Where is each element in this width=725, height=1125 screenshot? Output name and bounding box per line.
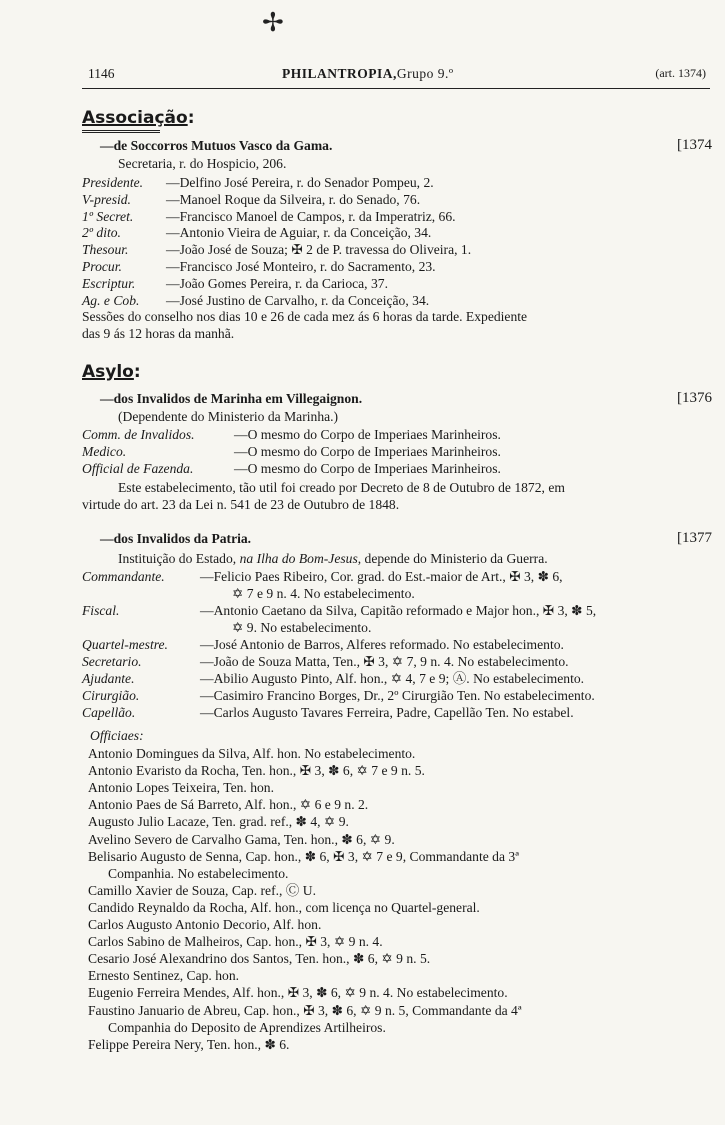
header-rule bbox=[82, 88, 710, 89]
heading-text: Asylo bbox=[82, 362, 134, 382]
officer-list-item: Antonio Lopes Teixeira, Ten. hon. bbox=[88, 780, 274, 796]
officer-title: Comm. de Invalidos. bbox=[82, 427, 195, 442]
officer-title: Escriptur. bbox=[82, 275, 136, 291]
officer-list-item: Ernesto Sentinez, Cap. hon. bbox=[88, 968, 240, 984]
officer-title: Presidente. bbox=[82, 175, 144, 190]
officer-row bbox=[82, 174, 712, 191]
entry-name: —dos Invalidos de Marinha em Villegaignon. bbox=[100, 391, 363, 406]
officer-details: —O mesmo do Corpo de Imperiaes Marinheiros. bbox=[234, 427, 501, 442]
article-ref: (art. 1374) bbox=[655, 66, 706, 80]
officer-row bbox=[82, 687, 712, 704]
officer-details: —José Justino de Carvalho, r. da Conceição, 34. bbox=[166, 292, 430, 308]
officer-row bbox=[82, 191, 712, 208]
officer-title: Procur. bbox=[82, 259, 122, 274]
officer-list-item: Antonio Domingues da Silva, Alf. hon. No estabelecimento. bbox=[88, 746, 416, 761]
officer-row bbox=[82, 460, 712, 477]
officer-row bbox=[82, 292, 712, 309]
officer-details: —José Antonio de Barros, Alferes reformado. No estabelecimento. bbox=[200, 637, 564, 652]
institution-text: Instituição do Estado, bbox=[118, 551, 240, 566]
officer-title: Secretario. bbox=[82, 654, 142, 669]
officer-row bbox=[82, 670, 712, 687]
officer-row bbox=[82, 602, 712, 619]
officer-details: —Casimiro Francino Borges, Dr., 2º Cirurgião Ten. No estabelecimento. bbox=[200, 688, 595, 703]
officer-row bbox=[82, 275, 712, 292]
officer-details: —Felicio Paes Ribeiro, Cor. grad. do Est.-maior de Art., ✠ 3, ✽ 6, bbox=[200, 569, 563, 584]
running-header bbox=[82, 66, 712, 88]
officer-list-item: Felippe Pereira Nery, Ten. hon., ✽ 6. bbox=[88, 1036, 290, 1052]
officer-list-item: Carlos Augusto Antonio Decorio, Alf. hon. bbox=[88, 917, 322, 932]
note-line-2: virtude do art. 23 da Lei n. 541 de 23 de Outubro de 1848. bbox=[82, 497, 400, 512]
officer-details: —Francisco José Monteiro, r. do Sacramento, 23. bbox=[166, 259, 436, 274]
officer-row bbox=[82, 426, 712, 443]
officer-title: 1º Secret. bbox=[82, 208, 134, 224]
officer-list-continuation: Companhia. No estabelecimento. bbox=[108, 865, 289, 881]
officer-row bbox=[82, 258, 712, 275]
officer-list-item: Carlos Sabino de Malheiros, Cap. hon., ✠ 3, ✡ 9 n. 4. bbox=[88, 934, 383, 950]
officer-title: 2º dito. bbox=[82, 225, 121, 241]
officer-list-item: Avelino Severo de Carvalho Gama, Ten. hon., ✽ 6, ✡ 9. bbox=[88, 831, 395, 847]
officer-title: Cirurgião. bbox=[82, 688, 140, 703]
officer-title: Capellão. bbox=[82, 705, 136, 720]
officer-row bbox=[82, 443, 712, 460]
officiaes-label: Officiaes: bbox=[90, 728, 144, 743]
officer-details: —João de Souza Matta, Ten., ✠ 3, ✡ 7, 9 n. 4. No estabelecimento. bbox=[200, 654, 569, 669]
officer-details: —O mesmo do Corpo de Imperiaes Marinheiros. bbox=[234, 444, 501, 459]
officer-list-item: Cesario José Alexandrino dos Santos, Ten. hon., ✽ 6, ✡ 9 n. 5. bbox=[88, 951, 431, 967]
officer-continuation: ✡ 9. No estabelecimento. bbox=[232, 620, 372, 635]
officer-title: Medico. bbox=[82, 444, 127, 459]
officer-list-item: Camillo Xavier de Souza, Cap. ref., Ⓒ U. bbox=[88, 882, 317, 898]
officer-title: Ajudante. bbox=[82, 671, 135, 686]
officer-list-item: Antonio Evaristo da Rocha, Ten. hon., ✠ 3, ✽ 6, ✡ 7 e 9 n. 5. bbox=[88, 763, 425, 779]
institution-text: , depende do Ministerio da Guerra. bbox=[357, 551, 548, 566]
officer-title: Official de Fazenda. bbox=[82, 461, 194, 476]
officer-row bbox=[82, 653, 712, 670]
section-heading-associacao bbox=[82, 110, 712, 130]
officer-details: —Antonio Vieira de Aguiar, r. da Conceição, 34. bbox=[166, 225, 432, 241]
page-title bbox=[282, 66, 454, 82]
officer-list-item: Faustino Januario de Abreu, Cap. hon., ✠ 3, ✽ 6, ✡ 9 n. 5, Commandante da 4ª bbox=[88, 1002, 522, 1018]
officer-list-continuation: Companhia do Deposito de Aprendizes Artilheiros. bbox=[108, 1019, 386, 1035]
officer-details: —Abilio Augusto Pinto, Alf. hon., ✡ 4, 7 e 9; Ⓐ. No estabelecimento. bbox=[200, 671, 585, 686]
officer-title: Ag. e Cob. bbox=[82, 292, 140, 308]
entry-title bbox=[100, 390, 712, 407]
officer-title: V-presid. bbox=[82, 191, 131, 207]
sessions-line-2: das 9 ás 12 horas da manhã. bbox=[82, 326, 235, 341]
officer-details: —João José de Souza; ✠ 2 de P. travessa do Oliveira, 1. bbox=[166, 242, 472, 258]
sessions-line-1: Sessões do conselho nos dias 10 e 26 de cada mez ás 6 horas da tarde. Expediente bbox=[82, 309, 528, 324]
officer-details: —Francisco Manoel de Campos, r. da Imperatriz, 66. bbox=[166, 208, 456, 224]
entry-dependency: (Dependente do Ministerio da Marinha.) bbox=[118, 409, 339, 424]
note-line-1: Este estabelecimento, tão util foi creado por Decreto de 8 de Outubro de 1872, em bbox=[118, 480, 565, 495]
page-number: 1146 bbox=[88, 66, 115, 81]
officer-list-item: Candido Reynaldo da Rocha, Alf. hon., com licença no Quartel-general. bbox=[88, 899, 480, 915]
title-bold: PHILANTROPIA, bbox=[282, 66, 397, 81]
officer-title: Fiscal. bbox=[82, 603, 120, 618]
entry-name: —dos Invalidos da Patria. bbox=[100, 531, 252, 546]
entry-ref: [1376 bbox=[677, 390, 712, 406]
officer-row bbox=[82, 568, 712, 585]
entry-ref: [1377 bbox=[677, 530, 712, 546]
entry-title bbox=[100, 530, 712, 547]
officer-list-item: Antonio Paes de Sá Barreto, Alf. hon., ✡ 6 e 9 n. 2. bbox=[88, 797, 369, 813]
officer-title: Commandante. bbox=[82, 569, 165, 584]
heading-colon: : bbox=[187, 108, 195, 128]
officer-row bbox=[82, 636, 712, 653]
ink-smudge-mark: ✢ bbox=[262, 8, 284, 37]
officer-row bbox=[82, 241, 712, 258]
entry-institution bbox=[118, 550, 725, 567]
officer-list-item: Augusto Julio Lacaze, Ten. grad. ref., ✽ 4, ✡ 9. bbox=[88, 814, 349, 830]
officer-details: —Delfino José Pereira, r. do Senador Pompeu, 2. bbox=[166, 175, 434, 190]
officer-row bbox=[82, 704, 712, 721]
officer-details: —Carlos Augusto Tavares Ferreira, Padre, Capellão Ten. No estabel. bbox=[200, 705, 574, 720]
title-group: Grupo 9.º bbox=[396, 66, 454, 81]
officer-row bbox=[82, 224, 712, 241]
officer-continuation: ✡ 7 e 9 n. 4. No estabelecimento. bbox=[232, 586, 415, 601]
officer-title: Quartel-mestre. bbox=[82, 637, 168, 652]
officer-details: —Antonio Caetano da Silva, Capitão reformado e Major hon., ✠ 3, ✽ 5, bbox=[200, 603, 597, 618]
officer-details: —João Gomes Pereira, r. da Carioca, 37. bbox=[166, 275, 388, 291]
officer-details: —Manoel Roque da Silveira, r. do Senado, 76. bbox=[166, 191, 421, 207]
heading-double-rule bbox=[82, 130, 160, 133]
section-heading-asylo bbox=[82, 364, 712, 384]
officer-details: —O mesmo do Corpo de Imperiaes Marinheiros. bbox=[234, 461, 501, 476]
heading-colon: : bbox=[133, 362, 141, 382]
officer-row bbox=[82, 208, 712, 225]
officer-list-item: Belisario Augusto de Senna, Cap. hon., ✽ 6, ✠ 3, ✡ 7 e 9, Commandante da 3ª bbox=[88, 848, 519, 864]
entry-title bbox=[100, 137, 712, 154]
institution-location: na Ilha do Bom-Jesus bbox=[239, 551, 358, 566]
entry-name: —de Soccorros Mutuos Vasco da Gama. bbox=[100, 138, 333, 153]
entry-ref: [1374 bbox=[677, 137, 712, 153]
officer-list-item: Eugenio Ferreira Mendes, Alf. hon., ✠ 3, ✽ 6, ✡ 9 n. 4. No estabelecimento. bbox=[88, 985, 508, 1001]
officer-title: Thesour. bbox=[82, 242, 129, 258]
heading-text: Associação bbox=[82, 108, 188, 128]
entry-address: Secretaria, r. do Hospicio, 206. bbox=[118, 156, 287, 171]
